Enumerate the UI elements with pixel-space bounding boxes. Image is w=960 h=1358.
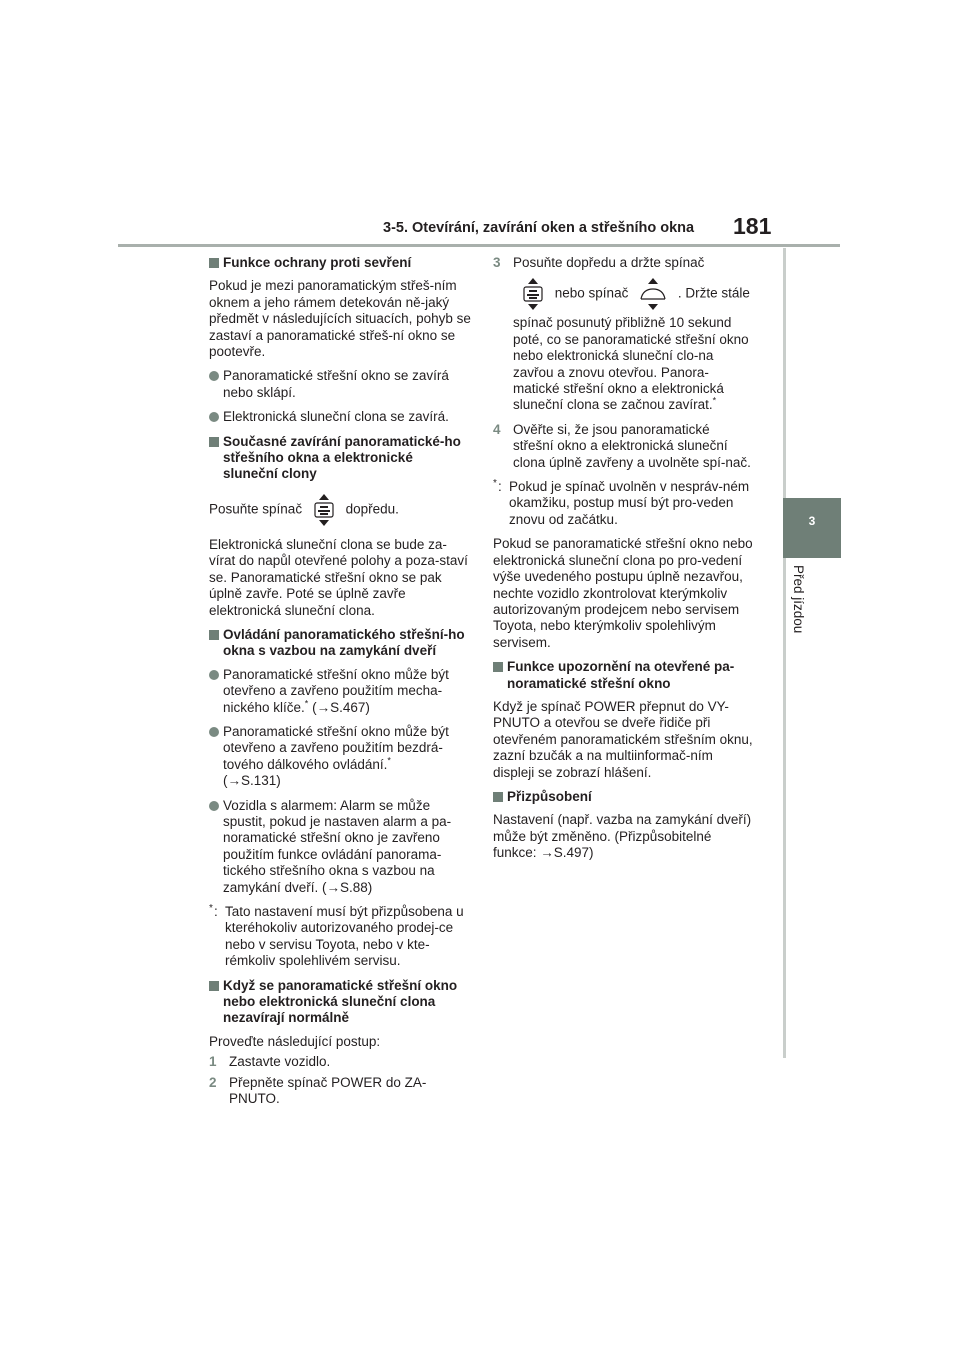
circle-bullet-icon [209, 412, 219, 422]
footnote: * : Tato nastavení musí být přizpůsobena u kteréhokoliv autorizovaného prodej-ce nebo v servisu Toyota, nebo v kte-rémkoliv spolehlivém servisu. [209, 903, 464, 969]
heading-open-roof-warning: Funkce upozornění na otevřené pa-noramatické střešní okno [493, 659, 753, 692]
page-number: 181 [733, 213, 772, 239]
footnote-marker: * [304, 698, 309, 709]
circle-bullet-icon [209, 727, 219, 737]
left-column [209, 255, 471, 1111]
chapter-label: Před jízdou [791, 565, 806, 634]
list-item: Panoramatické střešní okno může být otevřeno a zavřeno použitím mecha-nického klíče.* (→S.467) [209, 667, 471, 716]
header-rule [118, 244, 840, 247]
paragraph-switch: Posuňte spínač dopředu. [209, 493, 471, 527]
square-bullet-icon [493, 792, 503, 802]
square-bullet-icon [209, 258, 219, 268]
footnote-asterisk: * [493, 478, 497, 490]
paragraph: Nastavení (např. vazba na zamykání dveří) může být změněno. (Přizpůsobitelné funkce: →S.497) [493, 812, 752, 861]
page-reference: (→S.131) [223, 773, 281, 789]
step-3: 3 Posuňte dopředu a držte spínač nebo spínač . Držte stále spínač posunutý přibližně 10 sekund poté, co se panoramatické střešní okno nebo elektronická sluneční clo-na zavřou a znovu otevřou. Panora-matické střešní okno a elektronická sluneční clona se začnou zavírat.* [493, 255, 753, 414]
heading-customization: Přizpůsobení [493, 789, 753, 805]
square-bullet-icon [209, 630, 219, 640]
footnote-marker: * [712, 395, 717, 406]
paragraph: Proveďte následující postup: [209, 1033, 381, 1049]
paragraph: Elektronická sluneční clona se bude za-vírat do napůl otevřené polohy a poza-staví se. Panoramatické střešní okno se pak úplně zavře. Poté se úplně zavře elektronická sluneční clona. [209, 536, 468, 618]
switch-row: nebo spínač . Držte stále [513, 277, 753, 311]
heading-simultaneous-closing: Současné zavírání panoramatické-ho střešního okna a elektronické sluneční clony [209, 434, 471, 483]
paragraph: Pokud se panoramatické střešní okno nebo elektronická sluneční clona po pro-vedení výše uvedeného postupu úplně nezavřou, nechte vozidlo zkontrolovat kterýmkoliv autorizovaným prodejcem nebo servisem Toyota, nebo kterýmkoliv spolehlivým servisem. [493, 536, 753, 650]
square-bullet-icon [209, 437, 219, 447]
list-item: Elektronická sluneční clona se zavírá. [209, 409, 471, 425]
sunshade-switch-icon [636, 277, 670, 311]
page-reference: (→S.467) [312, 699, 370, 715]
list-item: Panoramatické střešní okno může být otevřeno a zavřeno použitím bezdrá-tového dálkového ovládání.* (→S.131) [209, 724, 471, 790]
step-1: 1 Zastavte vozidlo. [209, 1054, 331, 1070]
right-column [493, 255, 753, 870]
roof-switch-icon [312, 493, 336, 527]
footnote-marker: * [387, 755, 391, 766]
square-bullet-icon [209, 981, 219, 991]
list-item: Vozidla s alarmem: Alarm se může spustit, pokud je nastaven alarm a pa-noramatické střešní okno je zavřeno použitím funkce ovládání panorama-tického střešního okna s vazbou na zamykání dveří. (→S.88) [209, 798, 471, 896]
heading-not-closing: Když se panoramatické střešní okno nebo elektronická sluneční clona nezavírají normálně [209, 978, 471, 1027]
circle-bullet-icon [209, 670, 219, 680]
heading-door-lock-link: Ovládání panoramatického střešní-ho okna s vazbou na zamykání dveří [209, 627, 471, 660]
paragraph: Pokud je mezi panoramatickým střeš-ním oknem a jeho rámem detekován ně-jaký předmět v následujících situacích, pohyb se zastaví a panoramatické střeš-ní okno se pootevře. [209, 278, 471, 360]
paragraph: Když je spínač POWER přepnut do VY-PNUTO a otevřou se dveře řidiče při otevřeném panoramatickém střešním oknu, zazní bzučák a na multiinformač-ním displeji se zobrazí hlášení. [493, 698, 753, 780]
circle-bullet-icon [209, 371, 219, 381]
heading-pinch-protection: Funkce ochrany proti sevření [209, 255, 471, 271]
step-2: 2 Přepněte spínač POWER do ZA-PNUTO. [209, 1074, 427, 1107]
step-4: 4 Ověřte si, že jsou panoramatické střešní okno a elektronická sluneční clona úplně zavřeny a uvolněte spí-nač. [493, 421, 751, 470]
running-header: 3-5. Otevírání, zavírání oken a střešního okna [383, 220, 695, 236]
circle-bullet-icon [209, 801, 219, 811]
footnote-asterisk: * [209, 903, 213, 914]
roof-switch-icon [521, 277, 545, 311]
footnote: * : Pokud je spínač uvolněn v nespráv-ném okamžiku, postup musí být pro-veden znovu od začátku. [493, 478, 750, 527]
list-item: Panoramatické střešní okno se zavírá nebo sklápí. [209, 368, 471, 401]
chapter-tab: 3 [783, 498, 841, 558]
square-bullet-icon [493, 662, 503, 672]
